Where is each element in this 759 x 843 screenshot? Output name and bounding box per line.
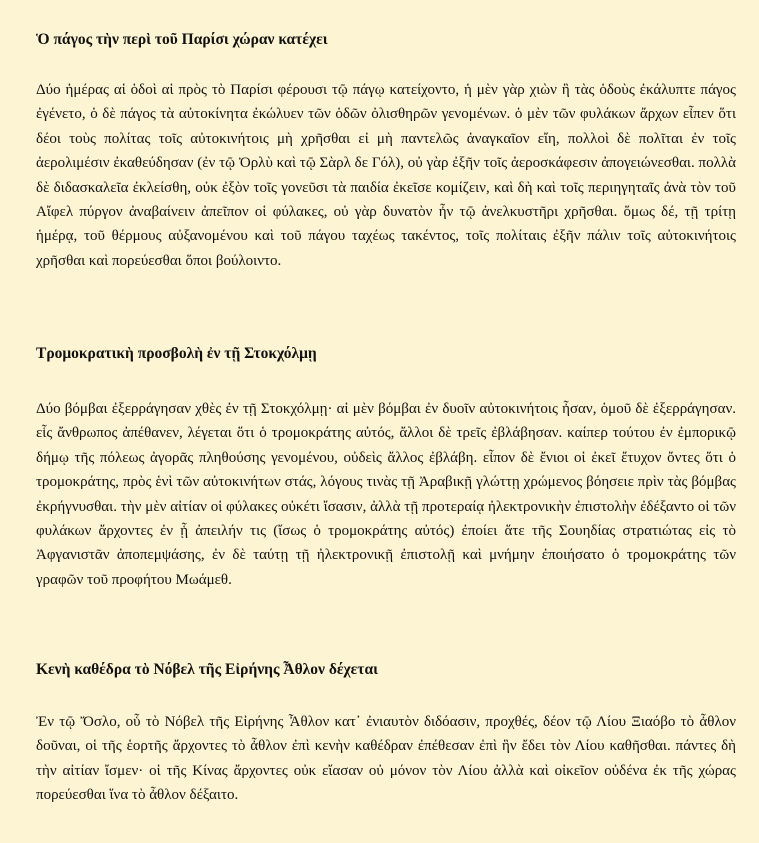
article-title-nobel-empty-chair: Κενὴ καθέδρα τὸ Νόβελ τῆς Εἰρήνης Ἆθλον δέχεται [36,661,378,678]
article-title-stockholm-attack: Τρομοκρατικὴ προσβολὴ ἐν τῇ Στοκχόλμῃ [36,345,317,362]
article-title-paris-frost: Ὁ πάγος τὴν περὶ τοῦ Παρίσι χώραν κατέχει [36,31,328,48]
article-body-paris-frost: Δύο ἡμέρας αἱ ὁδοὶ αἱ πρὸς τὸ Παρίσι φέρουσι τῷ πάγῳ κατείχοντο, ἡ μὲν γὰρ χιὼν ἣ τὰς ὁδοὺς ἐκάλυπτε πάγος ἐγένετο, ὁ δὲ πάγος τὰ αὐτοκίνητα ἐκώλυεν τῶν ὁδῶν ὀλισθηρῶν γενομένων. ὁ μὲν τῶν φυλάκων ἄρχων εἶπεν ὅτι δέοι τοὺς πολίτας τοῖς αὐτοκινήτοις μὴ χρῆσθαι εἰ μὴ παντελῶς ἀναγκαῖον εἴη, πολλοὶ δὲ πολῖται ἐν τοῖς ἀερολιμέσιν ἐκαθεύδησαν (ἐν τῷ Ὀρλὺ καὶ τῷ Σὰρλ δε Γόλ), οὐ γὰρ ἐξῆν τοῖς ἀεροσκάφεσιν ἀπογειώνεσθαι. πολλὰ δὲ διδασκαλεῖα ἐκλείσθη, οὐκ ἐξὸν τοῖς γονεῦσι τὰ παιδία ἐκεῖσε κομίζειν, καὶ δὴ καὶ τοῖς περιηγηταῖς ἀνὰ τὸν τοῦ Αἴφελ πύργον ἀναβαίνειν ἀπεῖπον οἱ φύλακες, οὐ γὰρ δυνατὸν ἦν τῷ ἀνελκυστῆρι χρῆσθαι. ὅμως δέ, τῇ τρίτῃ ἡμέρᾳ, τοῦ θέρμους αὐξανομένου καὶ τοῦ πάγου ταχέως τακέντος, τοῖς πολίταις ἐξῆν πάλιν τοῖς αὐτοκινήτοις χρῆσθαι καὶ πορεύεσθαι ὅποι βούλοιντο. [36,82,736,269]
article-body-stockholm-attack: Δύο βόμβαι ἐξερράγησαν χθὲς ἐν τῇ Στοκχόλμῃ· αἱ μὲν βόμβαι ἐν δυοῖν αὐτοκινήτοις ἦσαν, ὁμοῦ δὲ ἐξερράγησαν. εἷς ἄνθρωπος ἀπέθανεν, λέγεται ὅτι ὁ τρομοκράτης αὐτός, ἄλλοι δὲ τρεῖς ἐβλάβησαν. καίπερ τούτου ἐν ἐμπορικῷ δήμῳ τῆς πόλεως ἀγορᾶς πληθούσης γενομένου, οὐδεὶς ἄλλος ἐβλάβη. εἶπον δὲ ἔνιοι οἱ ἐκεῖ ἔτυχον ὄντες ὅτι ὁ τρομοκράτης, πρὸς ἑνὶ τῶν αὐτοκινήτων στάς, λόγους τινὰς τῇ Ἀραβικῇ γλώττῃ χρώμενος βόησειε πρὶν τὰς βόμβας ἐκρήγνυσθαι. τὴν μὲν αἰτίαν οἱ φύλακες οὐκέτι ἴσασιν, ἀλλὰ τῇ προτεραίᾳ ἠλεκτρονικὴν ἐπιστολὴν ἐδέξαντο οἱ τῶν φυλάκων ἄρχοντες ἐν ᾗ ἀπειλήν τις (ἴσως ὁ τρομοκράτης αὐτός) ἐποίει ἅτε τῆς Σουηδίας στρατιώτας εἰς τὸ Ἀφγανιστᾶν ἀποπεμψάσης, ἐν δὲ ταύτῃ τῇ ἠλεκτρονικῇ ἐπιστολῇ καὶ μνήμην ἐποιήσατο ὁ τρομοκράτης τῶν γραφῶν τοῦ προφήτου Μωάμεθ. [36,401,736,588]
article-body-nobel-empty-chair: Ἐν τῷ Ὄσλο, οὗ τὸ Νόβελ τῆς Εἰρήνης Ἆθλον κατ᾽ ἐνιαυτὸν διδόασιν, προχθές, δέον τῷ Λίου Ξιαόβο τὸ ἆθλον δοῦναι, οἱ τῆς ἑορτῆς ἄρχοντες τὸ ἆθλον ἐπὶ κενὴν καθέδραν ἐπέθεσαν ἐπὶ ἣν ἔδει τὸν Λίου καθῆσθαι. πάντες δὴ τὴν αἰτίαν ἴσμεν· οἱ τῆς Κίνας ἄρχοντες οὐκ εἴασαν οὐ μόνον τὸν Λίου ἀλλὰ καὶ οἰκεῖον οὐδένα ἐκ τῆς χώρας πορεύεσθαι ἵνα τὸ ἆθλον δέξαιτο. [36,714,736,804]
